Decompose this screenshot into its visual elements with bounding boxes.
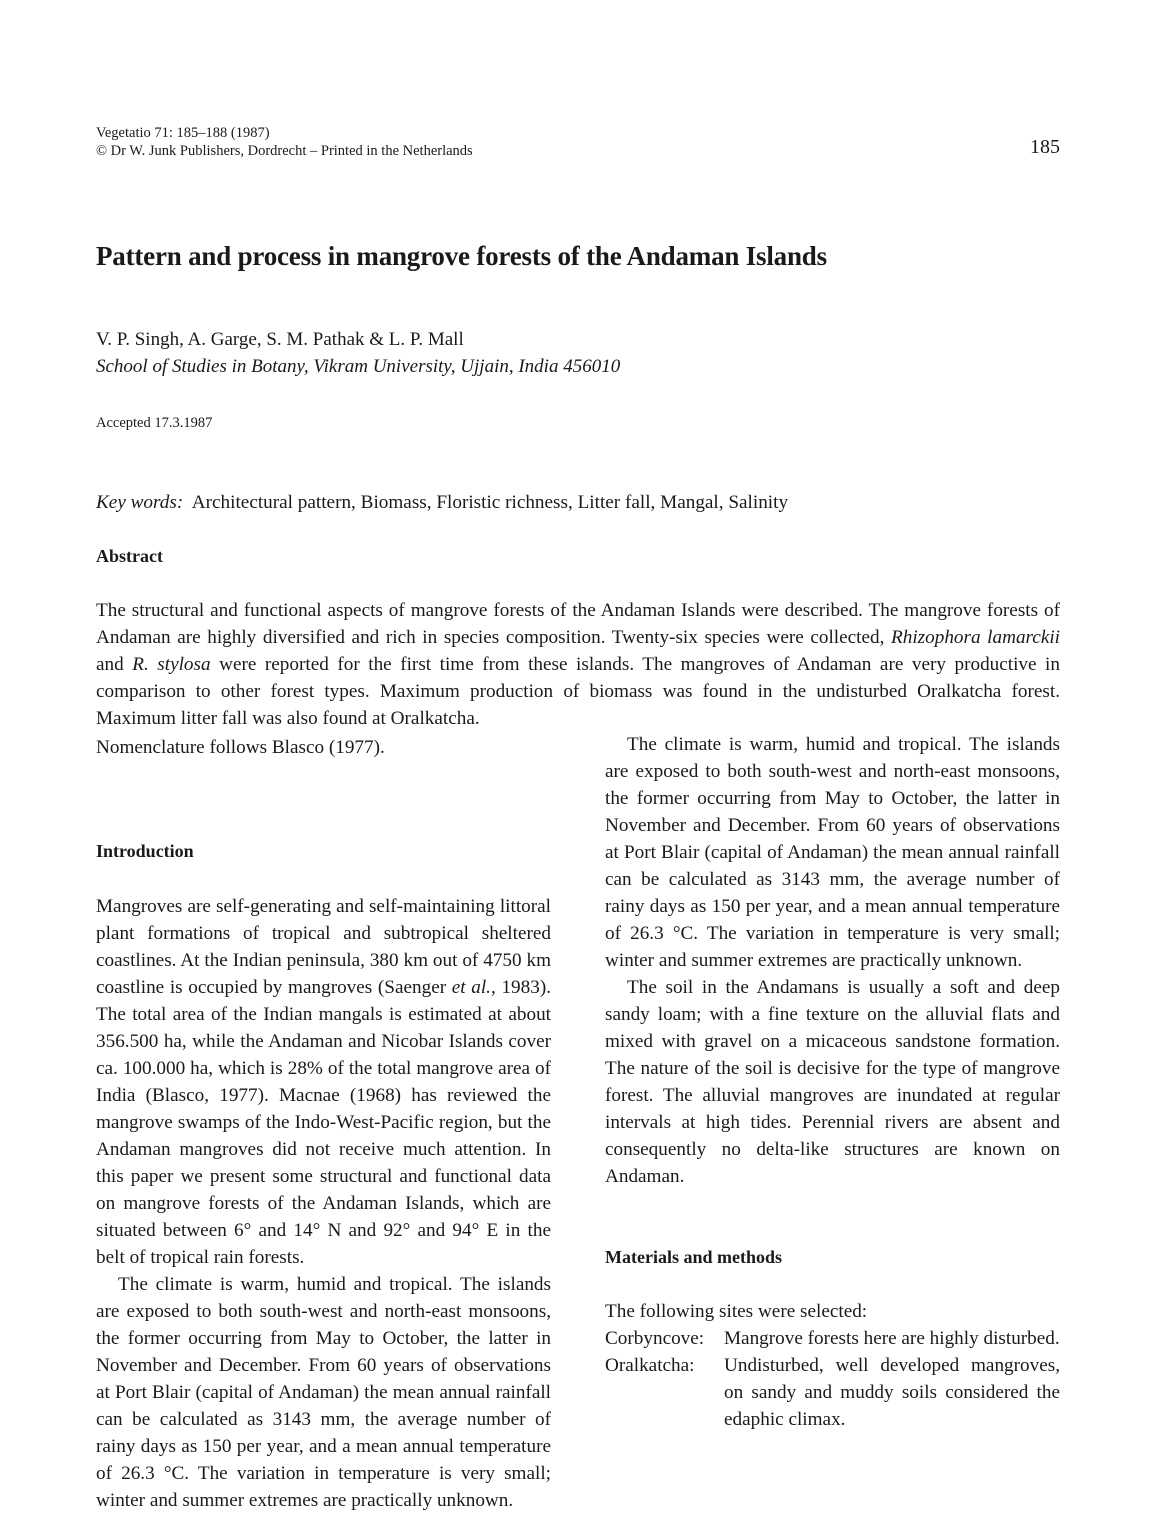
journal-citation: Vegetatio 71: 185–188 (1987): [96, 125, 270, 141]
citation-etal: et al.: [451, 977, 491, 998]
keywords-label: Key words:: [96, 492, 184, 513]
keywords-text: Architectural pattern, Biomass, Floristic richness, Litter fall, Mangal, Salinity: [191, 492, 789, 513]
sites-list: [605, 1325, 1060, 1433]
abstract-part: and: [96, 654, 133, 675]
publisher-line: © Dr W. Junk Publishers, Dordrecht – Printed in the Netherlands: [96, 143, 473, 159]
site-item: [605, 1352, 1060, 1433]
site-description: Undisturbed, well developed mangroves, on sandy and muddy soils considered the edaphic climax.: [724, 1355, 1060, 1430]
introduction-left-column: [96, 893, 551, 1511]
affiliation: School of Studies in Botany, Vikram University, Ujjain, India 456010: [96, 356, 621, 377]
site-item: [605, 1325, 1060, 1352]
intro-paragraph-2-start: The climate is warm, humid and tropical. The islands are exposed to both south-west and north-east monsoons, the former occurring from May to October, the latter in November and December. From 60 years of observations at Port Blair (capital of Andaman) the mean annual rainfall can be calculated as 3143 mm, the average number of rainy days as 150 per year, and a mean annual temperature of 26.3 °C. The variation in temperature is very small; winter and summer extremes are practically unknown.: [96, 1274, 551, 1511]
methods-heading: Materials and methods: [605, 1247, 782, 1267]
introduction-right-continuation: [605, 734, 1060, 974]
abstract-part: The structural and functional aspects of mangrove forests of the Andaman Islands were described. The mangrove forests of Andaman are highly diversified and rich in species composition. Twenty-six species were collected,: [96, 600, 1060, 648]
nomenclature-note: Nomenclature follows Blasco (1977).: [96, 737, 385, 758]
intro-paragraph-3: The soil in the Andamans is usually a soft and deep sandy loam; with a fine texture on the alluvial flats and mixed with gravel on a micaceous sandstone formation. The nature of the soil is decisive for the type of mangrove forest. The alluvial mangroves are inundated at regular intervals at high tides. Perennial rivers are absent and consequently no delta-like structures are known on Andaman.: [605, 977, 1060, 1187]
intro-paragraph-2-cont: The climate is warm, humid and tropical. The islands are exposed to both south-west and north-east monsoons, the former occurring from May to October, the latter in November and December. From 60 years of observations at Port Blair (capital of Andaman) the mean annual rainfall can be calculated as 3143 mm, the average number of rainy days as 150 per year, and a mean annual temperature of 26.3 °C. The variation in temperature is very small; winter and summer extremes are practically unknown.: [605, 734, 1060, 971]
site-name: Corbyncove:: [605, 1328, 705, 1349]
paper-title: Pattern and process in mangrove forests of the Andaman Islands: [96, 241, 827, 271]
methods-intro: The following sites were selected:: [605, 1301, 868, 1322]
abstract-heading: Abstract: [96, 546, 163, 566]
introduction-right-column: [605, 974, 1060, 1190]
site-name: Oralkatcha:: [605, 1355, 695, 1376]
intro-text: , 1983). The total area of the Indian mangals is estimated at about 356.500 ha, while the Andaman and Nicobar Islands cover ca. 100.000 ha, which is 28% of the total mangrove area of India (Blasco, 1977). Macnae (1968) has reviewed the mangrove swamps of the Indo-West-Pacific region, but the Andaman mangroves did not receive much attention. In this paper we present some structural and functional data on mangrove forests of the Andaman Islands, which are situated between 6° and 14° N and 92° and 94° E in the belt of tropical rain forests.: [96, 977, 551, 1268]
abstract-part: were reported for the first time from these islands. The mangroves of Andaman are very productive in comparison to other forest types. Maximum production of biomass was found in the undisturbed Oralkatcha forest. Maximum litter fall was also found at Oralkatcha.: [96, 654, 1060, 729]
species-name: Rhizophora lamarckii: [891, 627, 1060, 648]
species-name: R. stylosa: [132, 654, 211, 675]
intro-text: Mangroves are self-generating and self-maintaining littoral plant formations of tropical and subtropical sheltered coastlines. At the Indian peninsula, 380 km out of 4750 km coastline is occupied by mangroves (Saenger: [96, 896, 551, 998]
keywords: [96, 489, 1056, 516]
abstract-text: [96, 597, 1060, 732]
authors: V. P. Singh, A. Garge, S. M. Pathak & L. P. Mall: [96, 329, 464, 350]
intro-paragraph-1: [96, 893, 551, 1271]
page-number: 185: [1030, 136, 1060, 158]
site-description: Mangrove forests here are highly disturbed.: [724, 1328, 1060, 1349]
introduction-heading: Introduction: [96, 841, 194, 861]
accepted-date: Accepted 17.3.1987: [96, 415, 213, 431]
